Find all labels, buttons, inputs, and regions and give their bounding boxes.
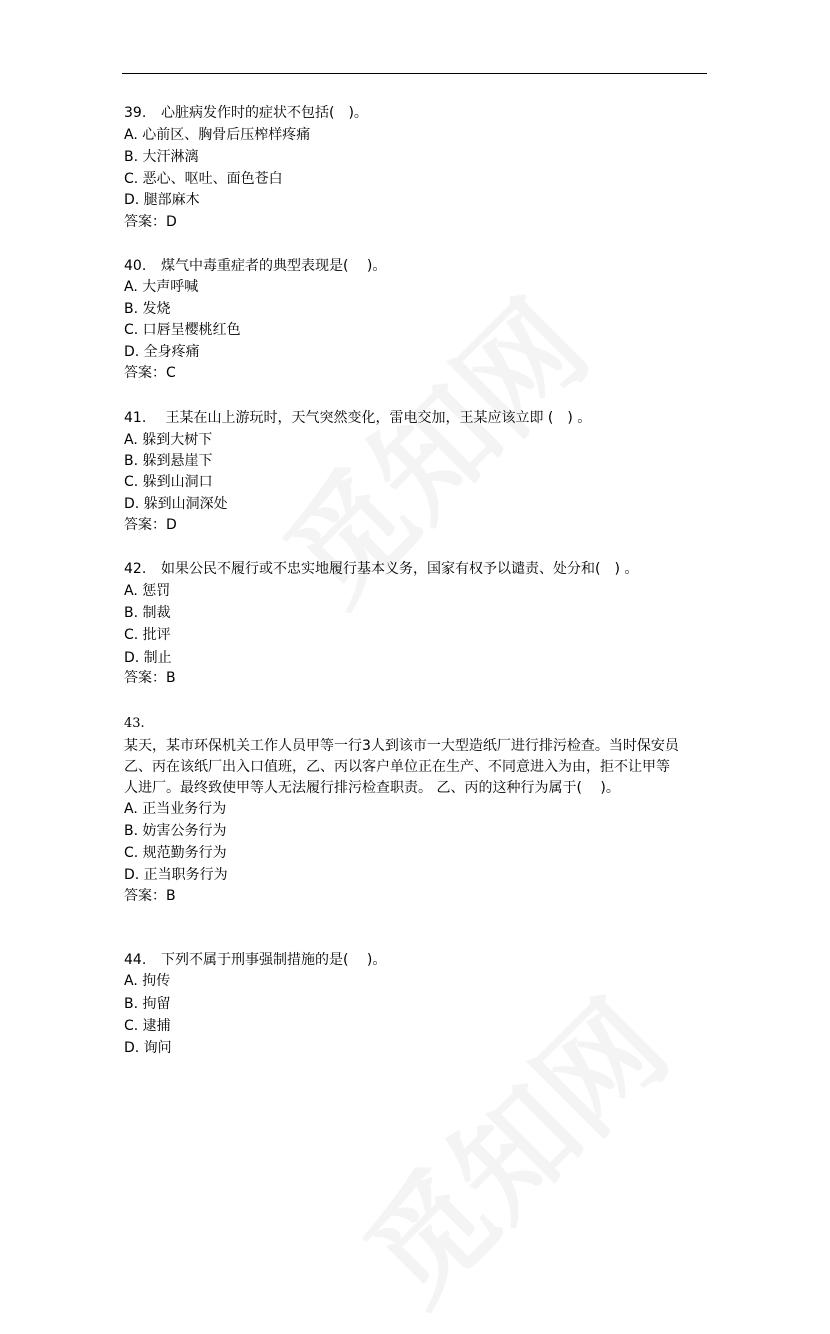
answer: 答案：B: [124, 888, 176, 904]
option-b: B. 大汗淋漓: [124, 149, 199, 165]
question-43-number: 43.: [124, 716, 145, 731]
header-rule: [122, 73, 707, 74]
option-b: B. 躲到悬崖下: [124, 453, 213, 469]
option-d: D. 腿部麻木: [124, 192, 200, 208]
watermark: [242, 258, 618, 634]
question-39: 39. 心脏病发作时的症状不包括( )。: [124, 105, 368, 121]
answer: 答案：D: [124, 517, 177, 533]
option-c: C. 逮捕: [124, 1018, 171, 1034]
question-43-text-line: 某天，某市环保机关工作人员甲等一行3人到该市一大型造纸厂进行排污检查。当时保安员: [124, 738, 679, 754]
question-43-text-line: 人进厂。最终致使甲等人无法履行排污检查职责。 乙、丙的这种行为属于( )。: [124, 780, 620, 796]
question-41: 41. 王某在山上游玩时，天气突然变化，雷电交加，王某应该立即 ( ) 。: [124, 410, 592, 426]
option-a: A. 拘传: [124, 973, 171, 989]
option-c: C. 躲到山洞口: [124, 474, 213, 490]
option-b: B. 发烧: [124, 301, 171, 317]
option-a: A. 躲到大树下: [124, 432, 213, 448]
option-a: A. 大声呼喊: [124, 279, 199, 295]
question-40: 40. 煤气中毒重症者的典型表现是( )。: [124, 258, 387, 274]
option-a: A. 正当业务行为: [124, 801, 227, 817]
option-c: C. 口唇呈樱桃红色: [124, 322, 241, 338]
option-d: D. 制止: [124, 650, 172, 666]
watermark: [322, 958, 698, 1334]
option-a: A. 惩罚: [124, 583, 171, 599]
answer: 答案：C: [124, 365, 176, 381]
option-d: D. 正当职务行为: [124, 867, 228, 883]
option-b: B. 制裁: [124, 605, 171, 621]
option-c: C. 批评: [124, 627, 171, 643]
answer: 答案：D: [124, 214, 177, 230]
answer: 答案：B: [124, 670, 176, 686]
question-44: 44. 下列不属于刑事强制措施的是( )。: [124, 952, 387, 968]
question-43-text-line: 乙、丙在该纸厂出入口值班，乙、丙以客户单位正在生产、不同意进入为由，拒不让甲等: [124, 759, 670, 775]
option-b: B. 妨害公务行为: [124, 823, 227, 839]
option-d: D. 躲到山洞深处: [124, 496, 228, 512]
option-c: C. 恶心、呕吐、面色苍白: [124, 171, 283, 187]
option-a: A. 心前区、胸骨后压榨样疼痛: [124, 127, 311, 143]
option-b: B. 拘留: [124, 996, 171, 1012]
option-d: D. 询问: [124, 1040, 172, 1056]
option-d: D. 全身疼痛: [124, 344, 200, 360]
option-c: C. 规范勤务行为: [124, 845, 227, 861]
question-42: 42. 如果公民不履行或不忠实地履行基本义务，国家有权予以谴责、处分和( ) 。: [124, 561, 639, 577]
